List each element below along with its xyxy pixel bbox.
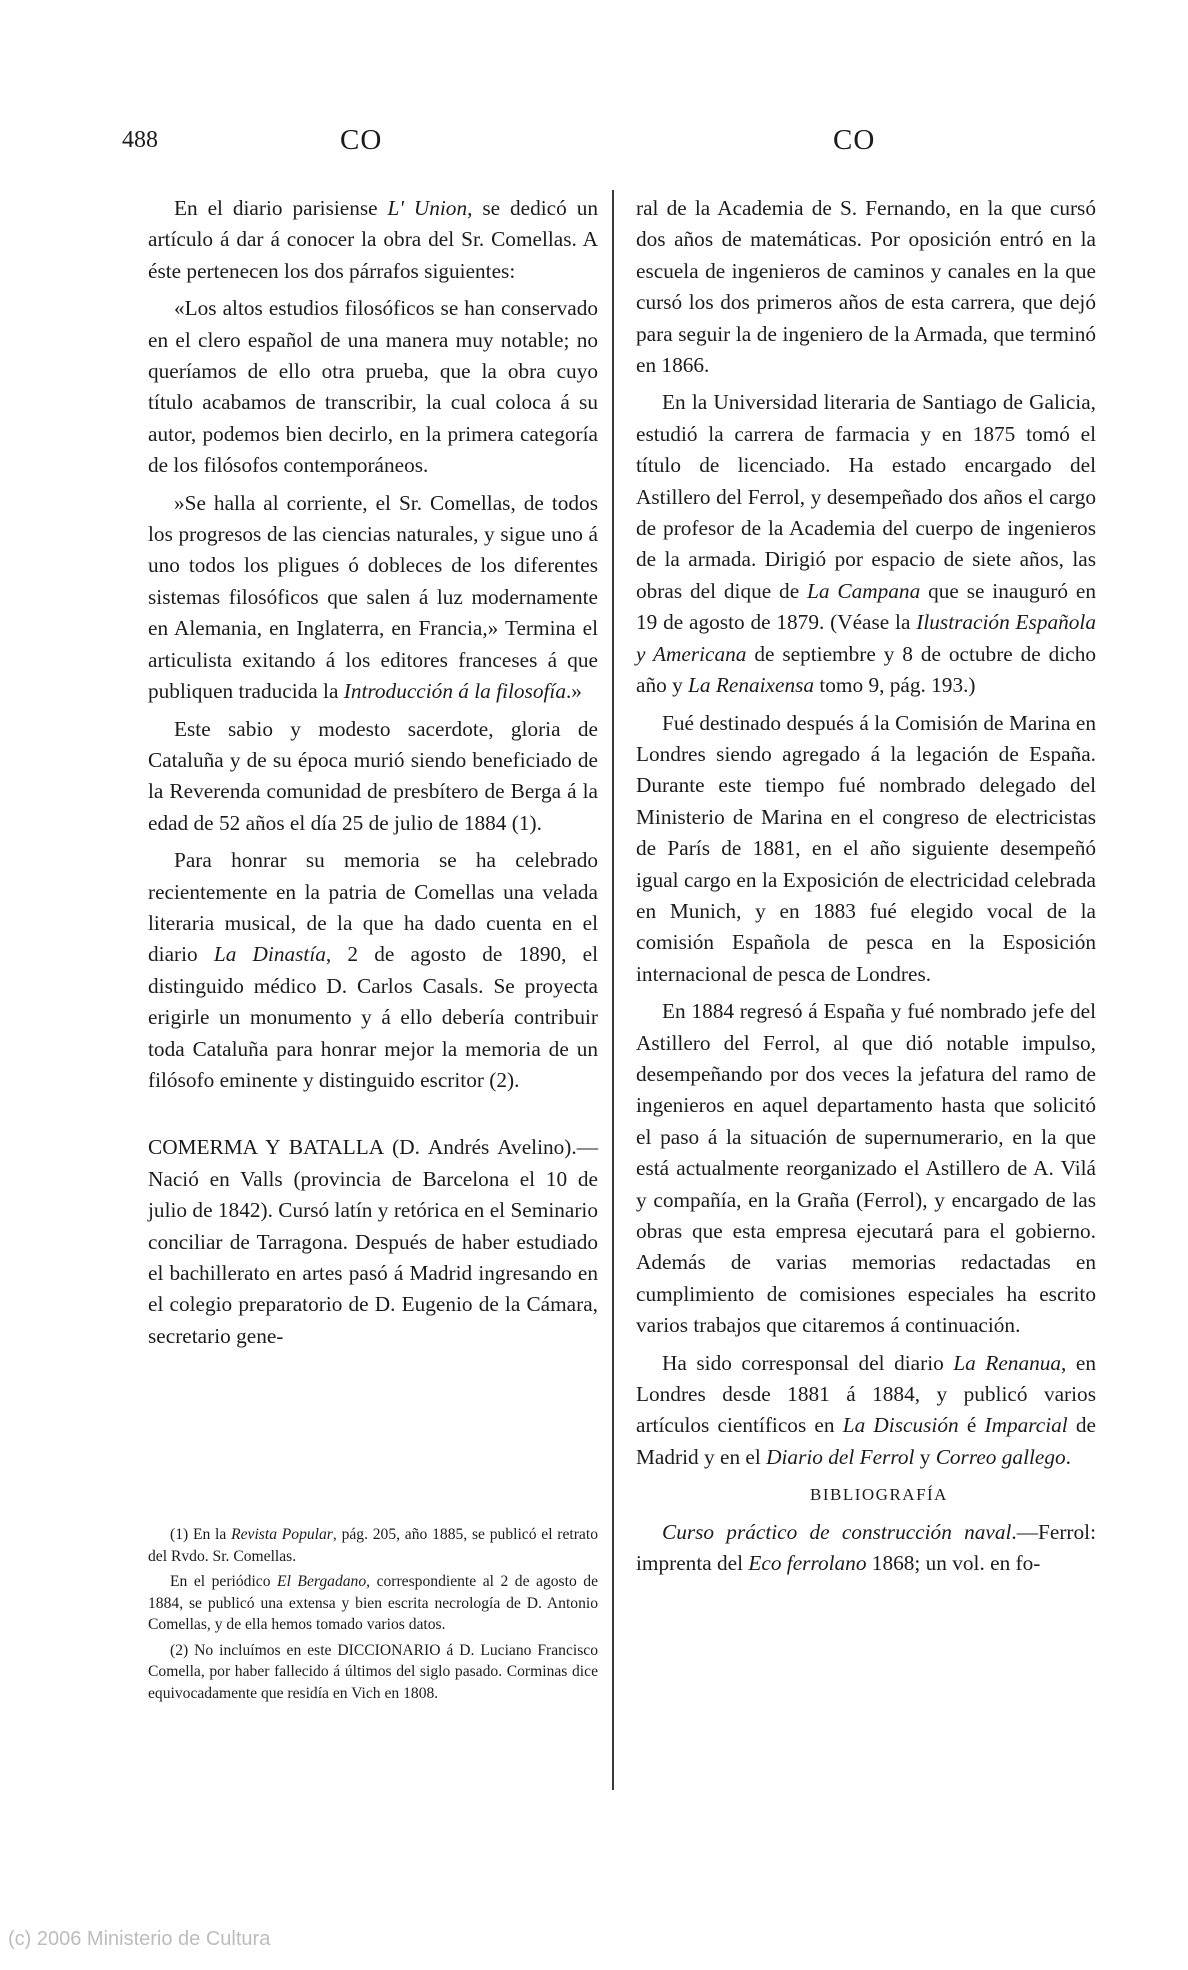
paragraph: En 1884 regresó á España y fué nombrado jefe del Astillero del Ferrol, al que dió notable impulso, desempeñando por dos veces la jefatura del ramo de ingenieros en aquel departamento hasta que solicitó el paso á la situación de supernumerario, en la que está actualmente reorganizado el Astillero de A. Vilá y compañía, en la Graña (Ferrol), y encargado de las obras que esta empresa ejecutará para el gobierno. Además de varias memorias redactadas en cumplimiento de comisiones especiales ha escrito varios trabajos que citaremos á continuación.	[636, 999, 1096, 1338]
paragraph: Este sabio y modesto sacerdote, gloria de Cataluña y de su época murió siendo beneficiado de la Reverenda comunidad de presbítero de Berga á la edad de 52 años el día 25 de julio de 1884 (1).	[148, 716, 598, 835]
paragraph: En el diario parisiense L' Union, se dedicó un artículo á dar á conocer la obra del Sr. Comellas. A éste pertenecen los dos párrafos siguientes:	[148, 196, 598, 283]
entry-comerma: COMERMA Y BATALLA (D. Andrés Avelino).—Nació en Valls (provincia de Barcelona el 10 de julio de 1842). Cursó latín y retórica en el Seminario conciliar de Tarragona. Después de haber estudiado el bachillerato en artes pasó á Madrid ingresando en el colegio preparatorio de D. Eugenio de la Cámara, secretario gene-	[148, 1135, 598, 1348]
quote-paragraph: «Los altos estudios filosóficos se han conservado en el clero español de una manera muy notable; no queríamos de ello otra prueba, que la obra cuyo título acabamos de transcribir, la cual coloca á su autor, podemos bien decirlo, en la primera categoría de los filósofos contemporáneos.	[148, 296, 598, 478]
footnotes	[148, 1524, 598, 1708]
running-head-right: CO	[833, 124, 876, 156]
left-column	[148, 193, 598, 1358]
bibliography-heading: BIBLIOGRAFÍA	[810, 1485, 948, 1505]
footnote-1-continued: En el periódico El Bergadano, correspondiente al 2 de agosto de 1884, se publicó una extensa y bien escrita necrología de D. Antonio Comellas, y de ella hemos tomado varios datos.	[148, 1573, 598, 1633]
paragraph: Fué destinado después á la Comisión de Marina en Londres siendo agregado á la legación de España. Durante este tiempo fué nombrado delegado del Ministerio de Marina en el congreso de electricistas de París de 1881, en el año siguiente desempeñó igual cargo en la Exposición de electricidad celebrada en Munich, y en 1883 fué elegido vocal de la comisión Española de pesca en la Esposición internacional de pesca de Londres.	[636, 710, 1096, 986]
paragraph: Ha sido corresponsal del diario La Renanua, en Londres desde 1881 á 1884, y publicó varios artículos científicos en La Discusión é Imparcial de Madrid y en el Diario del Ferrol y Correo gallego.	[636, 1350, 1097, 1469]
right-column	[636, 193, 1096, 1585]
paragraph: ral de la Academia de S. Fernando, en la que cursó dos años de matemáticas. Por oposición entró en la escuela de ingenieros de caminos y canales en la que cursó los dos primeros años de esta carrera, que dejó para seguir la de ingeniero de la Armada, que terminó en 1866.	[636, 196, 1096, 378]
quote-paragraph: »Se halla al corriente, el Sr. Comellas, de todos los progresos de las ciencias naturales, y sigue uno á uno todos los pligues ó dobleces de los diferentes sistemas filosóficos que salen á luz modernamente en Alemania, en Inglaterra, en Francia,» Termina el articulista exitando á los editores franceses á que publiquen traducida la Introducción á la filosofía.»	[148, 490, 598, 704]
paragraph: Para honrar su memoria se ha celebrado recientemente en la patria de Comellas una velada literaria musical, de la que ha dado cuenta en el diario La Dinastía, 2 de agosto de 1890, el distinguido médico D. Carlos Casals. Se proyecta erigirle un monumento y á ello debería contribuir toda Cataluña para honrar mejor la memoria de un filósofo eminente y distinguido escritor (2).	[148, 848, 598, 1092]
page-number: 488	[122, 127, 158, 153]
copyright-watermark: (c) 2006 Ministerio de Cultura	[8, 1928, 271, 1950]
bibliography-entry: Curso práctico de construcción naval.—Ferrol: imprenta del Eco ferrolano 1868; un vol. en fo-	[636, 1519, 1096, 1576]
footnote-2: (2) No incluímos en este DICCIONARIO á D. Luciano Francisco Comella, por haber fallecido á últimos del siglo pasado. Corminas dice equivocadamente que residía en Vich en 1808.	[148, 1641, 598, 1702]
paragraph: En la Universidad literaria de Santiago de Galicia, estudió la carrera de farmacia y en 1875 tomó el título de licenciado. Ha estado encargado del Astillero del Ferrol, y desempeñado dos años el cargo de profesor de la Academia del cuerpo de ingenieros de la armada. Dirigió por espacio de siete años, las obras del dique de La Campana que se inauguró en 19 de agosto de 1879. (Véase la Ilustración Española y Americana de septiembre y 8 de octubre de dicho año y La Renaixensa tomo 9, pág. 193.)	[636, 390, 1096, 698]
running-head-left: CO	[340, 124, 383, 156]
footnote-1: (1) En la Revista Popular, pág. 205, año 1885, se publicó el retrato del Rvdo. Sr. Comellas.	[148, 1526, 598, 1565]
column-divider	[612, 190, 614, 1790]
